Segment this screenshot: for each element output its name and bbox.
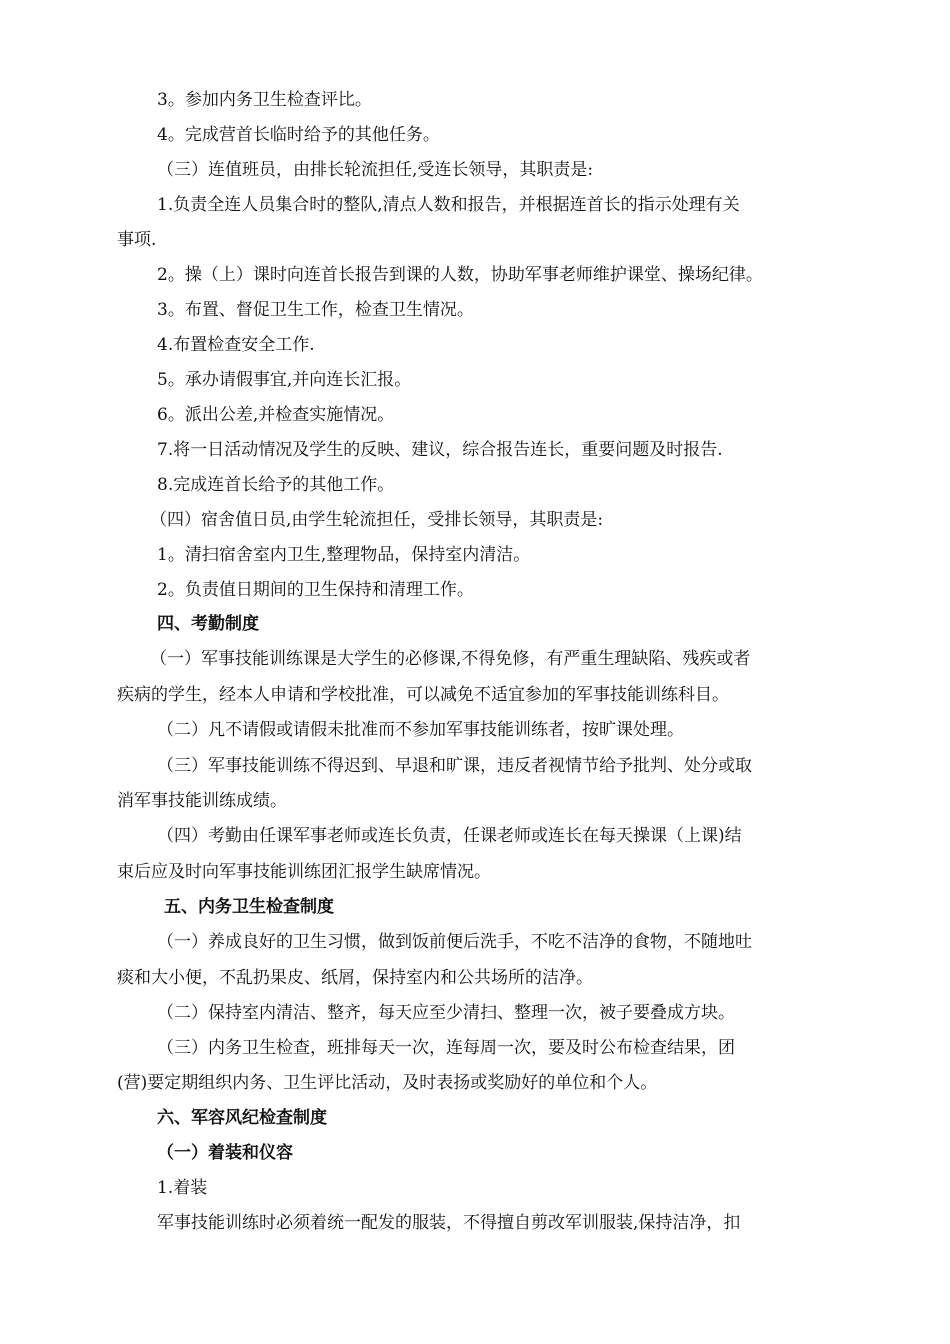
text-line: （一）军事技能训练课是大学生的必修课,不得免修，有严重生理缺陷、残疾或者: [150, 649, 751, 669]
subsection-heading: （一）着装和仪容: [157, 1143, 293, 1163]
text-line: 6。派出公差,并检查实施情况。: [157, 405, 395, 425]
text-line: （三）连值班员，由排长轮流担任,受连长领导，其职责是:: [157, 160, 594, 180]
text-line: 8.完成连首长给予的其他工作。: [157, 475, 395, 495]
text-line: 事项.: [117, 230, 157, 250]
text-line: （一）养成良好的卫生习惯，做到饭前便后洗手，不吃不洁净的食物，不随地吐: [157, 932, 752, 952]
section-heading: 五、内务卫生检查制度: [164, 897, 334, 917]
text-line: 1.着装: [157, 1178, 208, 1198]
text-line: 1。清扫宿舍室内卫生,整理物品，保持室内清洁。: [157, 545, 531, 565]
text-line: 5。承办请假事宜,并向连长汇报。: [157, 370, 412, 390]
text-line: 2。负责值日期间的卫生保持和清理工作。: [157, 580, 474, 600]
text-line: （四）考勤由任课军事老师或连长负责，任课老师或连长在每天操课（上课)结: [157, 826, 742, 846]
text-line: 2。操（上）课时向连首长报告到课的人数，协助军事老师维护课堂、操场纪律。: [157, 265, 763, 285]
text-line: （三）内务卫生检查，班排每天一次，连每周一次，要及时公布检查结果，团: [157, 1038, 735, 1058]
text-line: 4。完成营首长临时给予的其他任务。: [157, 125, 440, 145]
text-line: 痰和大小便，不乱扔果皮、纸屑，保持室内和公共场所的洁净。: [117, 968, 593, 988]
text-line: （二）凡不请假或请假未批准而不参加军事技能训练者，按旷课处理。: [157, 720, 684, 740]
text-line: 消军事技能训练成绩。: [117, 791, 287, 811]
text-line: （四）宿舍值日员,由学生轮流担任，受排长领导，其职责是:: [150, 510, 604, 530]
text-line: 3。参加内务卫生检查评比。: [157, 90, 372, 110]
text-line: 疾病的学生，经本人申请和学校批准，可以减免不适宜参加的军事技能训练科目。: [117, 685, 729, 705]
text-line: 1.负责全连人员集合时的整队,清点人数和报告，并根据连首长的指示处理有关: [157, 195, 740, 215]
text-line: 军事技能训练时必须着统一配发的服装，不得擅自剪改军训服装,保持洁净，扣: [157, 1213, 741, 1233]
text-line: 7.将一日活动情况及学生的反映、建议，综合报告连长，重要问题及时报告.: [157, 440, 723, 460]
text-line: (营)要定期组织内务、卫生评比活动，及时表扬或奖励好的单位和个人。: [117, 1073, 658, 1093]
section-heading: 四、考勤制度: [157, 614, 259, 634]
text-line: 4.布置检查安全工作.: [157, 335, 315, 355]
text-line: （三）军事技能训练不得迟到、早退和旷课，违反者视情节给予批判、处分或取: [157, 756, 752, 776]
text-line: 3。布置、督促卫生工作，检查卫生情况。: [157, 300, 474, 320]
text-line: （二）保持室内清洁、整齐，每天应至少清扫、整理一次，被子要叠成方块。: [157, 1003, 735, 1023]
text-line: 束后应及时向军事技能训练团汇报学生缺席情况。: [117, 862, 491, 882]
section-heading: 六、军容风纪检查制度: [157, 1108, 327, 1128]
